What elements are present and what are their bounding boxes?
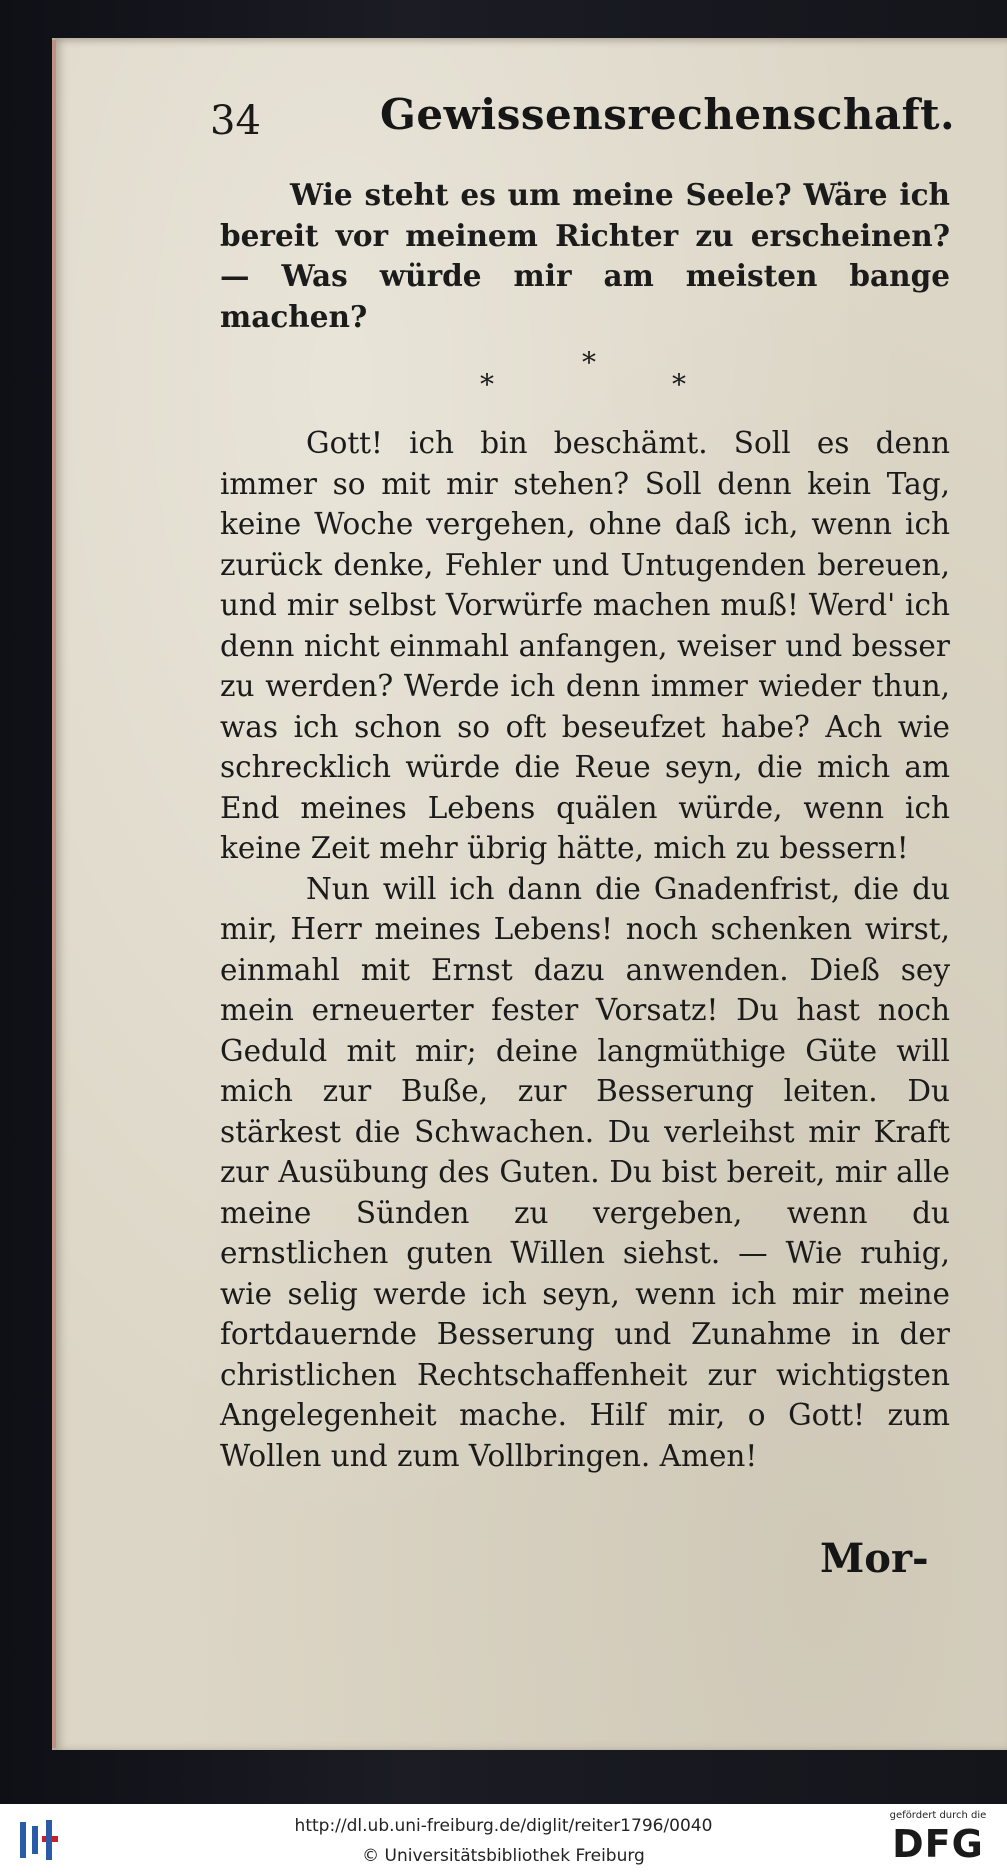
running-title: Gewissensrechenschaft. — [380, 90, 956, 139]
separator-star-left: * — [480, 368, 494, 401]
separator-star-top: * — [582, 346, 596, 379]
funder-caption: gefördert durch die — [889, 1810, 987, 1821]
page-number: 34 — [210, 98, 261, 144]
prayer-paragraph-2: Nun will ich dann die Gnadenfrist, die du mir, Herr meines Lebens! noch schenken wirst, einmahl mit Ernst dazu anwenden. Dieß sey mein erneuerter fester Vorsatz! Du hast noch Geduld mit mir; deine langmüthige Güte will mich zur Buße, zur Besserung leiten. Du stärkest die Schwachen. Du verleihst mir Kraft zur Ausübung des Guten. Du bist bereit, mir alle meine Sünden zu vergeben, wenn du ernstlichen guten Willen siehst. — Wie ruhig, wie selig werde ich seyn, wenn ich mir meine fortdauernde Besserung und Zunahme in der christlichen Rechtschaffenheit zur wichtigsten Angelegenheit mache. Hilf mir, o Gott! zum Wollen und zum Vollbringen. Amen! — [220, 871, 950, 1473]
dfg-logo: DFG — [892, 1822, 984, 1866]
page-header — [210, 90, 956, 150]
text-block — [220, 175, 950, 1476]
permalink-url[interactable]: http://dl.ub.uni-freiburg.de/diglit/reiter1796/0040 — [294, 1816, 713, 1836]
prayer-paragraph-1: Gott! ich bin beschämt. Soll es denn immer so mit mir stehen? Soll denn kein Tag, keine Woche vergehen, ohne daß ich, wenn ich zurück denke, Fehler und Untugenden bereuen, und mir selbst Vorwürfe machen muß! Werd' ich denn nicht einmahl anfangen, weiser und besser zu werden? Werde ich denn immer wieder thun, was ich schon so oft beseufzet habe? Ach wie schrecklich würde die Reue seyn, die mich am End meines Lebens quälen würde, wenn ich keine Zeit mehr übrig hätte, mich zu bessern! — [220, 426, 950, 865]
funder-logo — [876, 1810, 1000, 1872]
page-edge-stain — [52, 40, 56, 1748]
star-separator — [220, 343, 950, 423]
viewer-footer — [0, 1804, 1007, 1876]
catchword: Mor- — [820, 1535, 929, 1582]
separator-star-right: * — [672, 368, 686, 401]
copyright-notice: © Universitätsbibliothek Freiburg — [362, 1846, 645, 1866]
reflection-question: Wie steht es um meine Seele? Wäre ich bereit vor meinem Richter zu erscheinen? — Was würde mir am meisten bange machen? — [220, 177, 950, 334]
